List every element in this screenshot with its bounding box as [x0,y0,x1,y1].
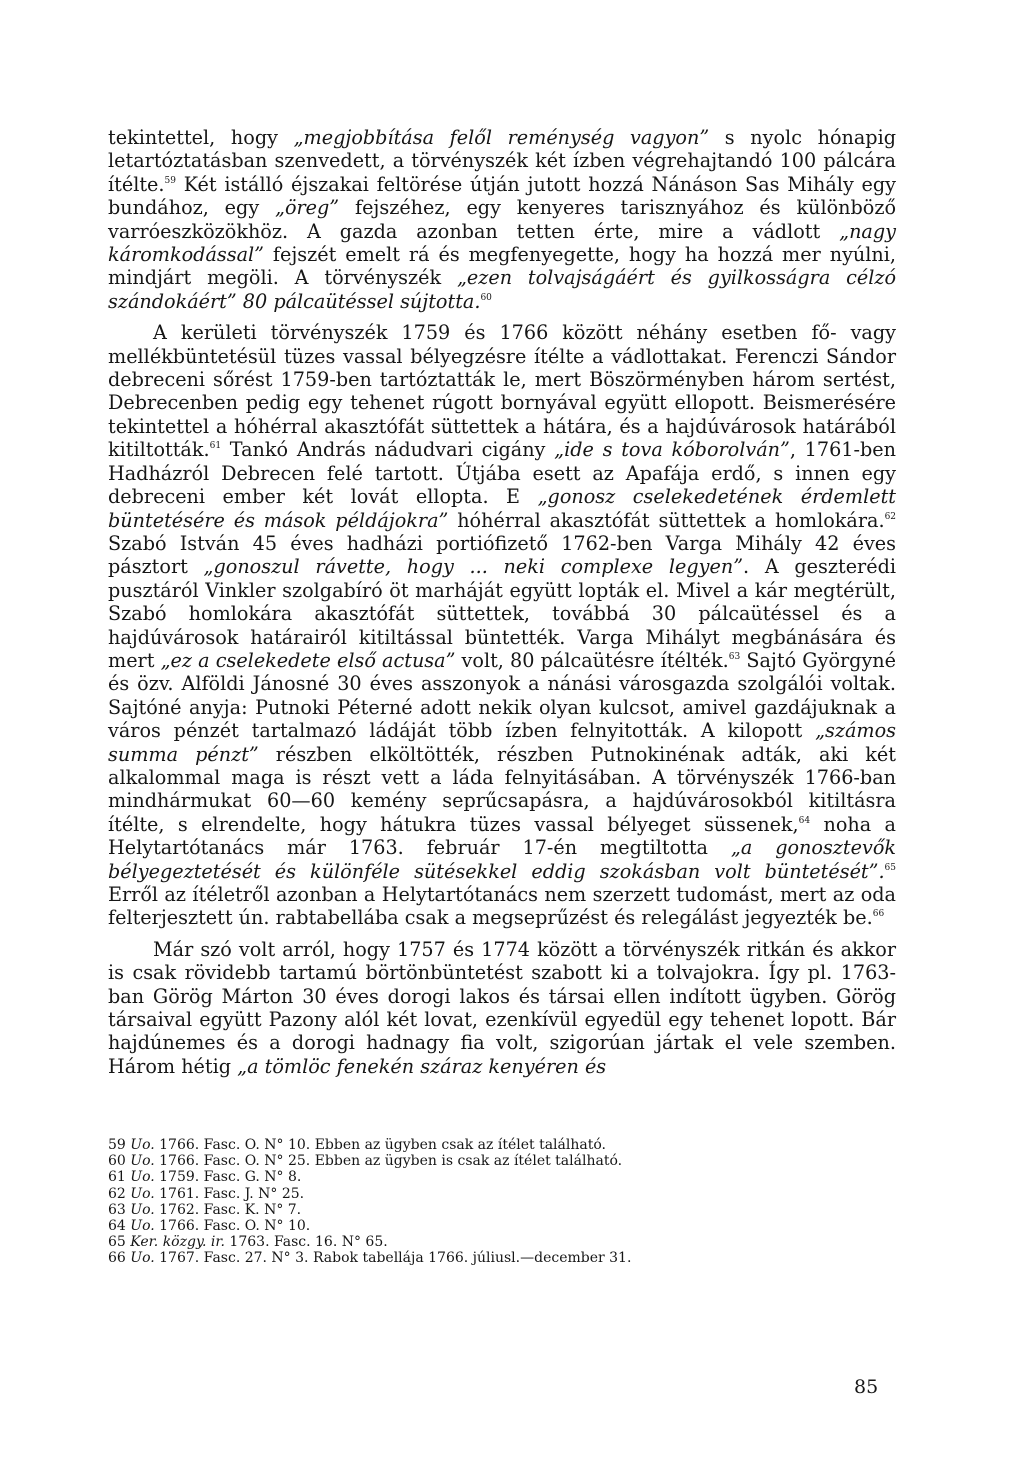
text-run: 63 [108,1201,131,1218]
text-run: volt, 80 pálcaütésre ítélték. [455,648,729,672]
footnote [108,1137,896,1153]
text-run: Két istálló éjszakai feltörése útján jutott hozzá Nánáson Sas Mihály egy bundához, egy [108,172,896,220]
footnote-ref: 66 [872,909,885,920]
text-run: 62 [108,1185,131,1202]
footnote-ref: 64 [798,815,811,826]
italic-run: Uo. [130,1201,155,1218]
footnote [108,1169,896,1185]
text-run: 1766. Fasc. O. N° 10. [154,1218,311,1235]
text-run: 1766. Fasc. O. N° 10. Ebben az ügyben csak az ítélet található. [154,1137,606,1153]
italic-run: Uo. [130,1185,155,1202]
italic-run: Uo. [130,1218,155,1235]
footnote-ref: 59 [164,175,176,186]
italic-run: „ezen tolvajságáért és gyilkosságra célzó szándokáért” 80 pálcaütéssel sújtotta. [108,266,896,313]
text-run: 1759. Fasc. G. N° 8. [154,1169,302,1186]
text-run: s nyolc hónapig letartóztatásban szenvedett, a törvényszék két ízben végrehajtandó 100 pálcára ítélte. [108,126,897,196]
italic-run: „a tömlöc fenekén száraz kenyéren és [237,1054,607,1078]
paragraph [108,321,896,930]
text-run: Tankó András nádudvari cigány [221,438,555,462]
italic-run: Uo. [130,1137,155,1153]
text-run: 1761. Fasc. J. N° 25. [154,1185,305,1202]
italic-run: „megjobbítása felől reménység vagyon” [293,126,710,149]
footnote [108,1218,896,1234]
text-run: Már szó volt arról, hogy 1757 és 1774 között a törvényszék ritkán és akkor is csak rövidebb tartamú börtönbüntetést szabott ki a tolvajokra. Így pl. 1763-ban Görög Márton 30 éves dorogi lakos és társai ellen indított ügyben. Görög társaival együtt Pazony alól két lovat, ezenkívül egyedül egy tehenet lopott. Bár hajdúnemes és a dorogi hadnagy fia volt, szigorúan jártak el vele szemben. Három hétig [108,937,896,1078]
text-run: Szabó István 45 éves hadházi portiófizető 1762-ben Varga Mihály 42 éves pásztort [108,531,896,579]
italic-run: „gonoszul rávette, hogy ... neki complexe legyen” [203,555,744,579]
italic-run: „gonosz cselekedetének érdemlett büntetésére és mások példájokra” [108,485,897,532]
text-run: 66 [108,1250,131,1267]
footnote-ref: 63 [728,651,741,662]
paragraph [108,126,896,313]
text-run: tekintettel, hogy [108,126,294,149]
footnote [108,1250,896,1266]
page-number: 85 [854,1376,879,1398]
text-run: 1762. Fasc. K. N° 7. [154,1201,302,1218]
text-run: 1767. Fasc. 27. N° 3. Rabok tabellája 1766. júliusl.—december 31. [154,1250,632,1267]
footnote [108,1234,896,1250]
text-run: 65 [108,1234,131,1251]
text-run: fejszéhez, egy kenyeres tarisznyához és különböző varróeszközökhöz. A gazda azonban tetten érte, mire a vádlott [108,196,896,243]
text-run: részben elköltötték, részben Putnokinénak adták, aki két alkalommal maga is részt vett a láda felnyitásában. A törvényszék 1766-ban mindhármukat 60—60 kemény seprűcsapásra, a hajdúvárosokból kitiltásra ítélte, s elrendelte, hogy hátukra tüzes vassal bélyeget süssenek, [108,742,896,836]
body-text [108,126,896,1078]
footnote-ref: 60 [480,292,492,303]
paragraph [108,938,896,1078]
text-run: 59 [108,1137,131,1153]
italic-run: Uo. [130,1169,155,1186]
text-run: 1766. Fasc. O. N° 25. Ebben az ügyben is csak az ítélet található. [154,1153,623,1170]
italic-run: „a gonosztevők bélyegeztetését és különféle sütésekkel eddig szokásban volt büntetését”. [108,836,896,883]
footnote [108,1153,896,1169]
italic-run: „ez a cselekedete első actusa” [160,648,456,672]
footnotes [108,1137,896,1267]
italic-run: Uo. [130,1153,155,1170]
italic-run: „ide s tova kóborolván” [554,438,790,462]
text-run: . A geszterédi pusztáról Vinkler szolgabíró öt marháját együtt lopták el. Mivel a kár megtérült, Szabó homlokára akasztófát süttettek, továbbá 30 pálcaütéssel és a hajdúvárosok határairól kitiltással büntették. Varga Mihályt megbánására és mert [108,555,896,672]
text-run: , 1761-ben Hadházról Debrecen felé tartott. Útjába esett az Apafája erdő, s innen egy debreceni ember két lovát ellopta. E [108,438,896,509]
text-run: 1763. Fasc. 16. N° 65. [224,1234,388,1251]
italic-run: Ker. közgy. ir. [130,1234,225,1251]
text-run: 60 [108,1153,131,1170]
text-run: Sajtó Györgyné és özv. Alföldi Jánosné 30 éves asszonyok a nánási városgazda szolgálói voltak. Sajtóné anyja: Putnoki Péterné adott nekik olyan kulcsot, amivel gazdájuknak a város pénzét tartalmazó ládáját több ízben felnyitották. A kilopott [108,648,897,743]
italic-run: „nagy káromkodással” [108,219,896,267]
text-run: hóhérral akasztófát süttettek a homlokára. [448,508,885,532]
text-run: 64 [108,1218,131,1235]
text-run: fejszét emelt rá és megfenyegette, hogy ha hozzá mer nyúlni, mindjárt megöli. A törvényszék [108,243,896,290]
text-run: A kerületi törvényszék 1759 és 1766 között néhány esetben fő- vagy mellékbüntetésül tüzes vassal bélyegzésre ítélte a vádlottakat. Ferenczi Sándor debreceni sőrést 1759-ben tartóztatták le, mert Böszörményben három sertést, Debrecenben pedig egy tehenet rúgott bornyával együtt ellopott. Beismerésére tekintettel a hóhérral akasztófát süttettek a hátára, és a hajdúvárosok határából kitiltották. [108,321,896,462]
footnote-ref: 61 [209,441,222,452]
footnote [108,1186,896,1202]
text-run: noha a Helytartótanács már 1763. február 17-én megtiltotta [108,812,896,860]
footnote-ref: 65 [884,862,896,873]
italic-run: Uo. [130,1250,155,1267]
text-run: Erről az ítéletről azonban a Helytartótanács nem szerzett tudomást, mert az oda felterjesztett ún. rabtabellába csak a megseprűzést és relegálást jegyezték be. [108,883,896,930]
text-run: 61 [108,1169,131,1186]
italic-run: „számos summa pénzt” [108,719,896,766]
footnote-ref: 62 [884,511,897,522]
footnote [108,1202,896,1218]
italic-run: „öreg” [275,196,340,220]
